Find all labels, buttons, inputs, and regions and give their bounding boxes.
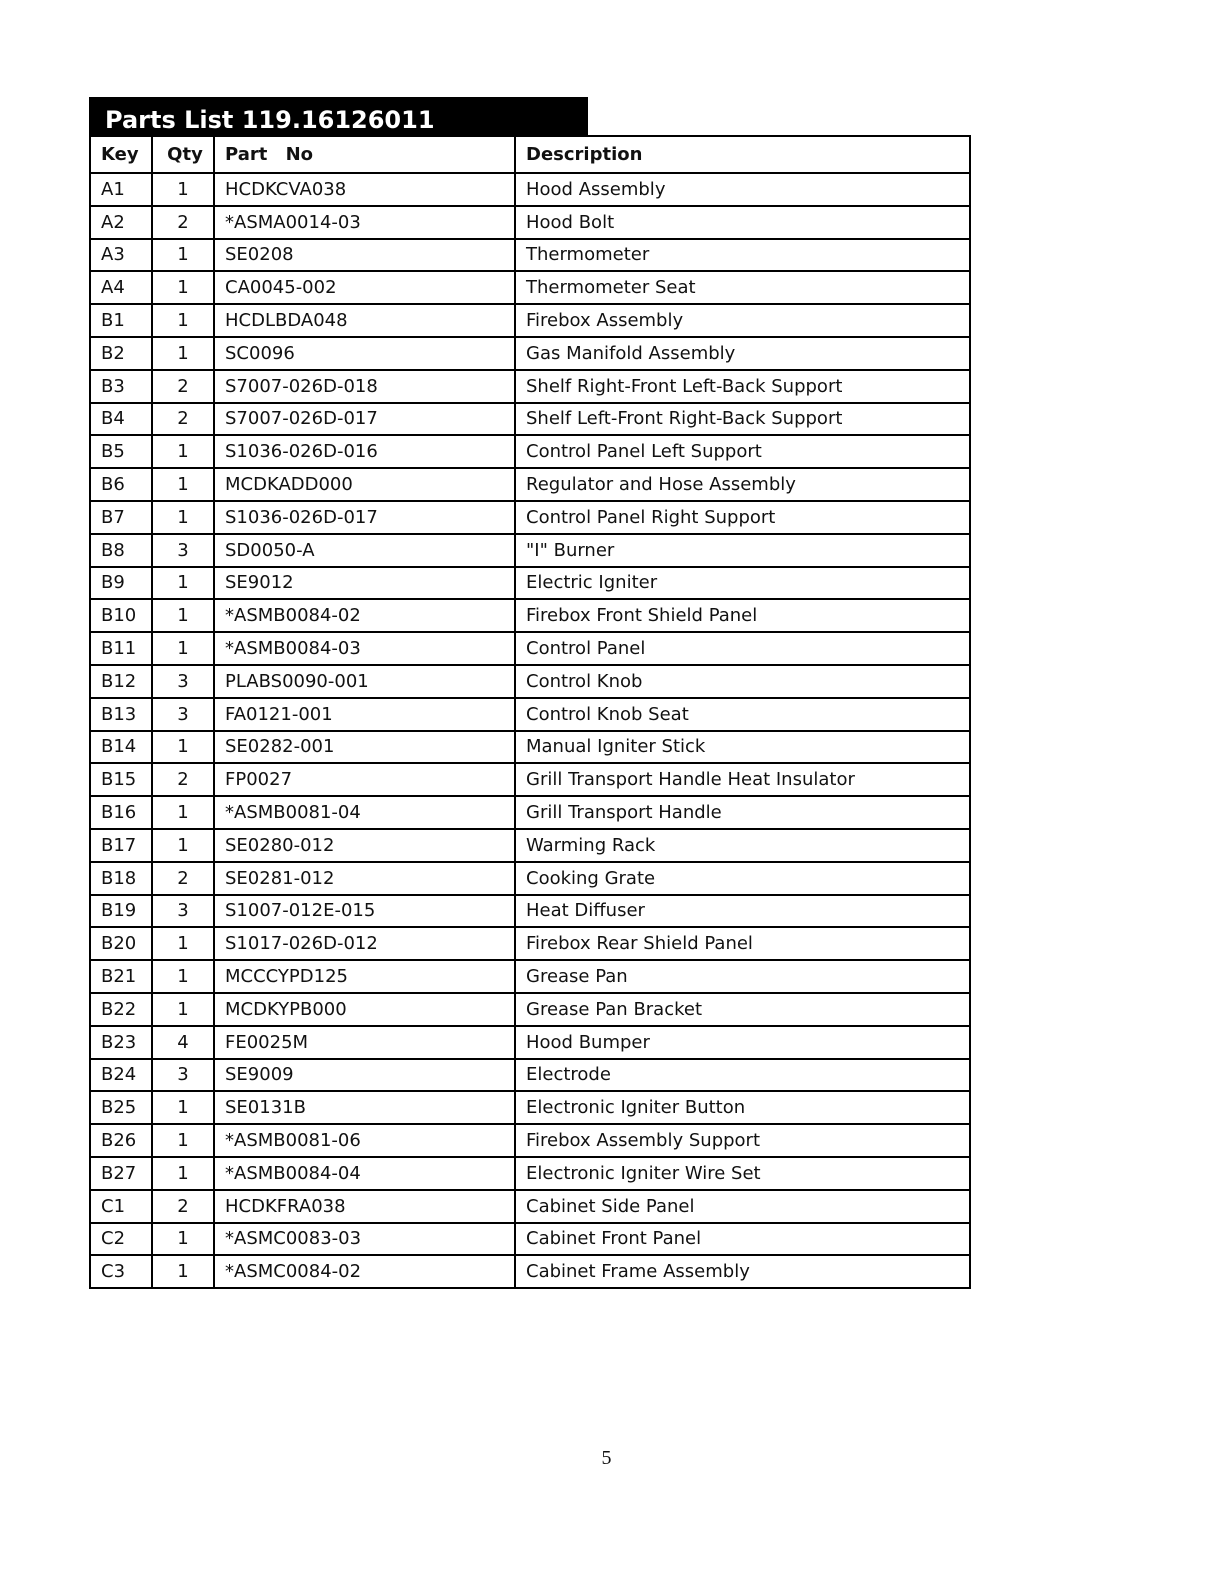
column-header-part-no: Part No <box>214 136 515 173</box>
cell-key: B27 <box>90 1157 152 1190</box>
cell-description: Hood Assembly <box>515 173 970 206</box>
cell-part-no: *ASMB0081-06 <box>214 1124 515 1157</box>
table-row <box>90 731 970 764</box>
cell-key: C1 <box>90 1190 152 1223</box>
cell-qty: 1 <box>152 239 214 272</box>
cell-key: B1 <box>90 304 152 337</box>
table-row <box>90 960 970 993</box>
cell-qty: 2 <box>152 403 214 436</box>
cell-description: Control Panel <box>515 632 970 665</box>
cell-description: Shelf Right-Front Left-Back Support <box>515 370 970 403</box>
table-row <box>90 403 970 436</box>
cell-part-no: *ASMB0084-03 <box>214 632 515 665</box>
cell-part-no: MCDKADD000 <box>214 468 515 501</box>
cell-qty: 1 <box>152 796 214 829</box>
cell-key: C2 <box>90 1223 152 1256</box>
cell-key: B24 <box>90 1059 152 1092</box>
cell-part-no: SC0096 <box>214 337 515 370</box>
cell-key: B2 <box>90 337 152 370</box>
cell-key: B22 <box>90 993 152 1026</box>
cell-description: Shelf Left-Front Right-Back Support <box>515 403 970 436</box>
cell-key: B15 <box>90 763 152 796</box>
table-row <box>90 927 970 960</box>
column-header-description: Description <box>515 136 970 173</box>
cell-part-no: SE9009 <box>214 1059 515 1092</box>
cell-key: A2 <box>90 206 152 239</box>
cell-qty: 1 <box>152 632 214 665</box>
column-header-qty: Qty <box>152 136 214 173</box>
cell-part-no: FP0027 <box>214 763 515 796</box>
cell-description: Electric Igniter <box>515 567 970 600</box>
cell-part-no: SD0050-A <box>214 534 515 567</box>
cell-qty: 2 <box>152 862 214 895</box>
cell-description: Grill Transport Handle <box>515 796 970 829</box>
cell-part-no: HCDKFRA038 <box>214 1190 515 1223</box>
parts-table <box>89 135 971 1289</box>
cell-qty: 1 <box>152 993 214 1026</box>
cell-qty: 1 <box>152 1124 214 1157</box>
cell-part-no: S1007-012E-015 <box>214 895 515 928</box>
table-row <box>90 1124 970 1157</box>
table-row <box>90 763 970 796</box>
table-row <box>90 370 970 403</box>
table-row <box>90 599 970 632</box>
cell-qty: 1 <box>152 468 214 501</box>
table-row <box>90 534 970 567</box>
cell-qty: 3 <box>152 895 214 928</box>
cell-key: B9 <box>90 567 152 600</box>
table-row <box>90 239 970 272</box>
cell-description: Grill Transport Handle Heat Insulator <box>515 763 970 796</box>
cell-part-no: HCDKCVA038 <box>214 173 515 206</box>
cell-description: Cabinet Side Panel <box>515 1190 970 1223</box>
cell-qty: 1 <box>152 173 214 206</box>
cell-description: Grease Pan <box>515 960 970 993</box>
cell-description: Cabinet Front Panel <box>515 1223 970 1256</box>
cell-qty: 2 <box>152 1190 214 1223</box>
cell-qty: 1 <box>152 731 214 764</box>
cell-key: B16 <box>90 796 152 829</box>
cell-part-no: FA0121-001 <box>214 698 515 731</box>
cell-description: Thermometer Seat <box>515 271 970 304</box>
table-row <box>90 632 970 665</box>
cell-key: B18 <box>90 862 152 895</box>
cell-qty: 1 <box>152 1223 214 1256</box>
cell-description: Warming Rack <box>515 829 970 862</box>
cell-qty: 1 <box>152 435 214 468</box>
cell-part-no: *ASMA0014-03 <box>214 206 515 239</box>
cell-qty: 3 <box>152 534 214 567</box>
cell-key: B4 <box>90 403 152 436</box>
cell-description: Firebox Assembly <box>515 304 970 337</box>
cell-key: C3 <box>90 1255 152 1288</box>
cell-description: Cooking Grate <box>515 862 970 895</box>
cell-part-no: HCDLBDA048 <box>214 304 515 337</box>
parts-list-title: Parts List 119.16126011 <box>89 97 588 136</box>
cell-key: B13 <box>90 698 152 731</box>
table-row <box>90 665 970 698</box>
cell-description: Hood Bumper <box>515 1026 970 1059</box>
cell-description: Cabinet Frame Assembly <box>515 1255 970 1288</box>
table-row <box>90 435 970 468</box>
cell-part-no: *ASMC0084-02 <box>214 1255 515 1288</box>
table-row <box>90 1157 970 1190</box>
cell-part-no: SE9012 <box>214 567 515 600</box>
cell-qty: 1 <box>152 1157 214 1190</box>
table-row <box>90 993 970 1026</box>
cell-key: B11 <box>90 632 152 665</box>
cell-part-no: SE0280-012 <box>214 829 515 862</box>
cell-qty: 3 <box>152 698 214 731</box>
cell-part-no: CA0045-002 <box>214 271 515 304</box>
cell-part-no: *ASMB0081-04 <box>214 796 515 829</box>
cell-description: Regulator and Hose Assembly <box>515 468 970 501</box>
table-row <box>90 1223 970 1256</box>
cell-part-no: *ASMB0084-04 <box>214 1157 515 1190</box>
cell-key: B10 <box>90 599 152 632</box>
cell-part-no: FE0025M <box>214 1026 515 1059</box>
cell-key: B7 <box>90 501 152 534</box>
cell-key: B26 <box>90 1124 152 1157</box>
cell-part-no: PLABS0090-001 <box>214 665 515 698</box>
cell-key: B6 <box>90 468 152 501</box>
cell-description: "I" Burner <box>515 534 970 567</box>
cell-description: Control Panel Right Support <box>515 501 970 534</box>
cell-description: Grease Pan Bracket <box>515 993 970 1026</box>
cell-part-no: SE0281-012 <box>214 862 515 895</box>
cell-qty: 1 <box>152 829 214 862</box>
table-row <box>90 468 970 501</box>
table-row <box>90 1026 970 1059</box>
column-header-key: Key <box>90 136 152 173</box>
cell-description: Control Knob <box>515 665 970 698</box>
table-row <box>90 698 970 731</box>
cell-qty: 1 <box>152 271 214 304</box>
cell-qty: 1 <box>152 501 214 534</box>
table-row <box>90 501 970 534</box>
cell-key: B5 <box>90 435 152 468</box>
table-row <box>90 271 970 304</box>
cell-key: B19 <box>90 895 152 928</box>
cell-description: Gas Manifold Assembly <box>515 337 970 370</box>
table-row <box>90 862 970 895</box>
cell-key: A1 <box>90 173 152 206</box>
cell-description: Firebox Assembly Support <box>515 1124 970 1157</box>
header-row <box>90 136 970 173</box>
cell-key: B14 <box>90 731 152 764</box>
cell-description: Control Panel Left Support <box>515 435 970 468</box>
cell-description: Hood Bolt <box>515 206 970 239</box>
cell-part-no: SE0131B <box>214 1091 515 1124</box>
cell-part-no: MCDKYPB000 <box>214 993 515 1026</box>
cell-qty: 2 <box>152 370 214 403</box>
cell-description: Electronic Igniter Wire Set <box>515 1157 970 1190</box>
cell-part-no: S7007-026D-018 <box>214 370 515 403</box>
table-row <box>90 567 970 600</box>
cell-qty: 1 <box>152 1091 214 1124</box>
cell-part-no: S1017-026D-012 <box>214 927 515 960</box>
table-row <box>90 173 970 206</box>
table-row <box>90 206 970 239</box>
cell-key: B8 <box>90 534 152 567</box>
table-row <box>90 337 970 370</box>
cell-part-no: SE0208 <box>214 239 515 272</box>
cell-qty: 3 <box>152 665 214 698</box>
cell-part-no: *ASMC0083-03 <box>214 1223 515 1256</box>
table-row <box>90 895 970 928</box>
cell-qty: 4 <box>152 1026 214 1059</box>
cell-description: Electronic Igniter Button <box>515 1091 970 1124</box>
cell-description: Electrode <box>515 1059 970 1092</box>
cell-part-no: S7007-026D-017 <box>214 403 515 436</box>
cell-qty: 1 <box>152 927 214 960</box>
cell-description: Control Knob Seat <box>515 698 970 731</box>
cell-qty: 2 <box>152 206 214 239</box>
cell-part-no: MCCCYPD125 <box>214 960 515 993</box>
table-row <box>90 1255 970 1288</box>
table-row <box>90 304 970 337</box>
cell-qty: 3 <box>152 1059 214 1092</box>
cell-qty: 1 <box>152 304 214 337</box>
cell-description: Firebox Front Shield Panel <box>515 599 970 632</box>
cell-key: A4 <box>90 271 152 304</box>
table-row <box>90 1091 970 1124</box>
cell-key: B17 <box>90 829 152 862</box>
cell-qty: 2 <box>152 763 214 796</box>
cell-key: B23 <box>90 1026 152 1059</box>
cell-key: B3 <box>90 370 152 403</box>
cell-qty: 1 <box>152 960 214 993</box>
parts-table-body <box>90 173 970 1288</box>
cell-qty: 1 <box>152 1255 214 1288</box>
cell-key: B21 <box>90 960 152 993</box>
table-row <box>90 829 970 862</box>
cell-qty: 1 <box>152 567 214 600</box>
cell-part-no: SE0282-001 <box>214 731 515 764</box>
cell-part-no: *ASMB0084-02 <box>214 599 515 632</box>
cell-key: B20 <box>90 927 152 960</box>
cell-key: B25 <box>90 1091 152 1124</box>
cell-qty: 1 <box>152 337 214 370</box>
page-number: 5 <box>601 1447 612 1469</box>
parts-table-header <box>90 136 970 173</box>
table-row <box>90 796 970 829</box>
cell-description: Manual Igniter Stick <box>515 731 970 764</box>
cell-key: A3 <box>90 239 152 272</box>
table-row <box>90 1059 970 1092</box>
cell-part-no: S1036-026D-017 <box>214 501 515 534</box>
cell-description: Thermometer <box>515 239 970 272</box>
table-row <box>90 1190 970 1223</box>
cell-part-no: S1036-026D-016 <box>214 435 515 468</box>
cell-description: Firebox Rear Shield Panel <box>515 927 970 960</box>
cell-description: Heat Diffuser <box>515 895 970 928</box>
cell-key: B12 <box>90 665 152 698</box>
cell-qty: 1 <box>152 599 214 632</box>
